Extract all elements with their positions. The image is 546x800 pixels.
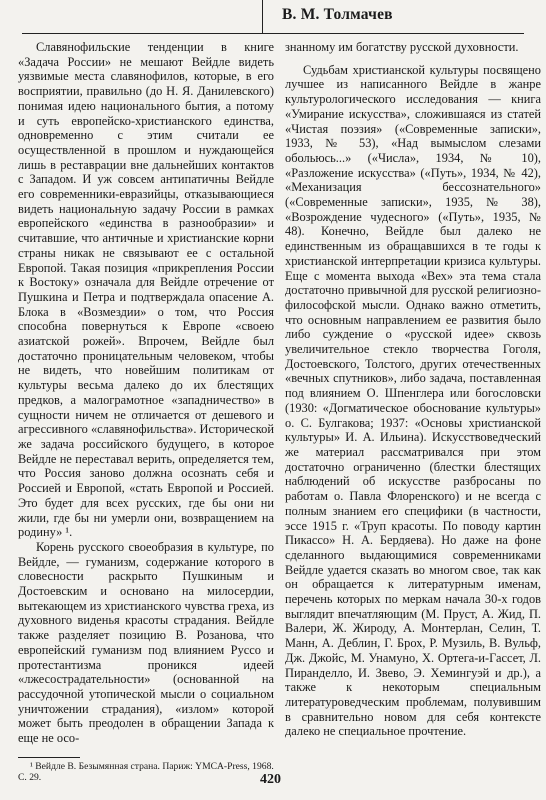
paragraph-spacer: [285, 55, 541, 63]
header-divider: [262, 0, 263, 33]
footnote: ¹ Вейдле В. Безымянная страна. Париж: YMCA-Press, 1968. С. 29.: [18, 761, 274, 784]
right-column: [285, 40, 541, 739]
footnote-rule: [18, 757, 80, 758]
paragraph: Славянофильские тенденции в книге «Задача России» не мешают Вейдле видеть уязвимые места славянофилов, которые, в его восприятии, правильно (до Н. Я. Данилевского) понимая идею национального бытия, а потому и суть европейско-христианского единства, одновременно с этим считали ее осуществленной в прошлом и нуждающейся лишь в реставрации вне дальнейших контактов с Западом. И уж совсем антипатичны Вейдле его современники-евразийцы, отказывающиеся видеть национальную задачу России в рамках европейского «единства в разнообразии» и считавшие, что античные и христианские корни страны никак не связывают ее с остальной Европой. Такая позиция «прикрепления России к Востоку» означала для Вейдле отречение от Пушкина и Петра и подтверждала опасение А. Блока в «Возмездии» о том, что Россия способна повернуться к Европе «своею азиатской рожей». Впрочем, Вейдле был достаточно проницательным человеком, чтобы не видеть, что новейшим политикам от культуры весьма далеко до их блестящих предков, а малограмотное «западничество» в сущности ничем не отличается от дешевого и агрессивного «славянофильства». Исторической же задача российского будущего, в которое Вейдле не переставал верить, определяется тем, что Россия заново должна осознать себя и Россией и Европой, «стать Европой и Россией. Это будет для всех русских, где бы они ни жили, где бы ни умерли они, возвращением на родину» ¹.: [18, 40, 275, 540]
page-number: 420: [260, 772, 281, 787]
paragraph: Судьбам христианской культуры посвящено лучшее из написанного Вейдле в жанре культурологического исследования — книга «Умирание искусства», сложившаяся из статей «Чистая поэзия» («Современные записки», 1933, № 53), «Над вымыслом слезами обольюсь...» («Числа», 1934, № 10), «Разложение искусства» («Путь», 1934, № 42), «Механизация бессознательного» («Современные записки», 1935, № 38), «Возрождение чудесного» («Путь», 1935, № 48). Конечно, Вейдле был далеко не единственным из обращавшихся в те годы к христианской интерпретации кризиса культуры. Еще с момента выхода «Вех» эта тема стала достаточно привычной для русской религиозно-философской мысли. Однако важно отметить, что основным направлением ее развития было либо суждение о «русской идее» сквозь увеличительное стекло творчества Гоголя, Достоевского, Толстого, других отечественных «вечных спутников», либо задача, поставленная под влиянием О. Шпенглера или богословски (1930: «Догматическое обоснование культуры» о. С. Булгакова; 1937: «Основы христианской культуры» И. А. Ильина). Искусствоведческий же материал рассматривался при этом достаточно ограниченно (блестки блестящих наблюдений об искусстве разбросаны по работам о. Павла Флоренского) и не всегда с полным знанием его специфики (в частности, эссе 1915 г. «Труп красоты. По поводу картин Пикассо» Н. А. Бердяева). Но даже на фоне сделанного выдающимися современниками Вейдле удается сказать во многом свое, так как он обращается к литературным именам, перечень которых по меркам начала 30-х годов выглядит впечатляющим (М. Пруст, А. Жид, П. Валери, Ж. Жироду, А. Монтерлан, Селин, Т. Манн, А. Деблин, Г. Брох, Р. Музиль, В. Вульф, Дж. Джойс, М. Унамуно, Х. Ортега-и-Гассет, Л. Пиранделло, И. Звево, Э. Хемингуэй и др.), а также к некоторым специальным литературоведческим проблемам, полувившим в сравнительно новом для себя контексте далеко не специальное прочтение.: [285, 62, 541, 739]
paragraph-continuation: знанному им богатству русской духовности.: [285, 40, 519, 54]
page-header: [22, 0, 524, 34]
paragraph: Корень русского своеобразия в культуре, по Вейдле, — гуманизм, содержание которого в словесности раскрыто Пушкиным и Достоевским и основано на милосердии, вытекающем из христианского чувства греха, из духовного виденья красоты страдания. Вейдле также разделяет позицию В. Розанова, что европейский гуманизм под влиянием Руссо и протестантизма проникся идеей «лжесострадательности» (основанной на рассудочной утопической мысли о социальном уничтожении страдания), «излом» которой может быть преодолен в обращении Запада к еще не осо-: [18, 539, 274, 746]
left-column: [18, 40, 274, 746]
running-head: В. М. Толмачев: [282, 6, 393, 23]
